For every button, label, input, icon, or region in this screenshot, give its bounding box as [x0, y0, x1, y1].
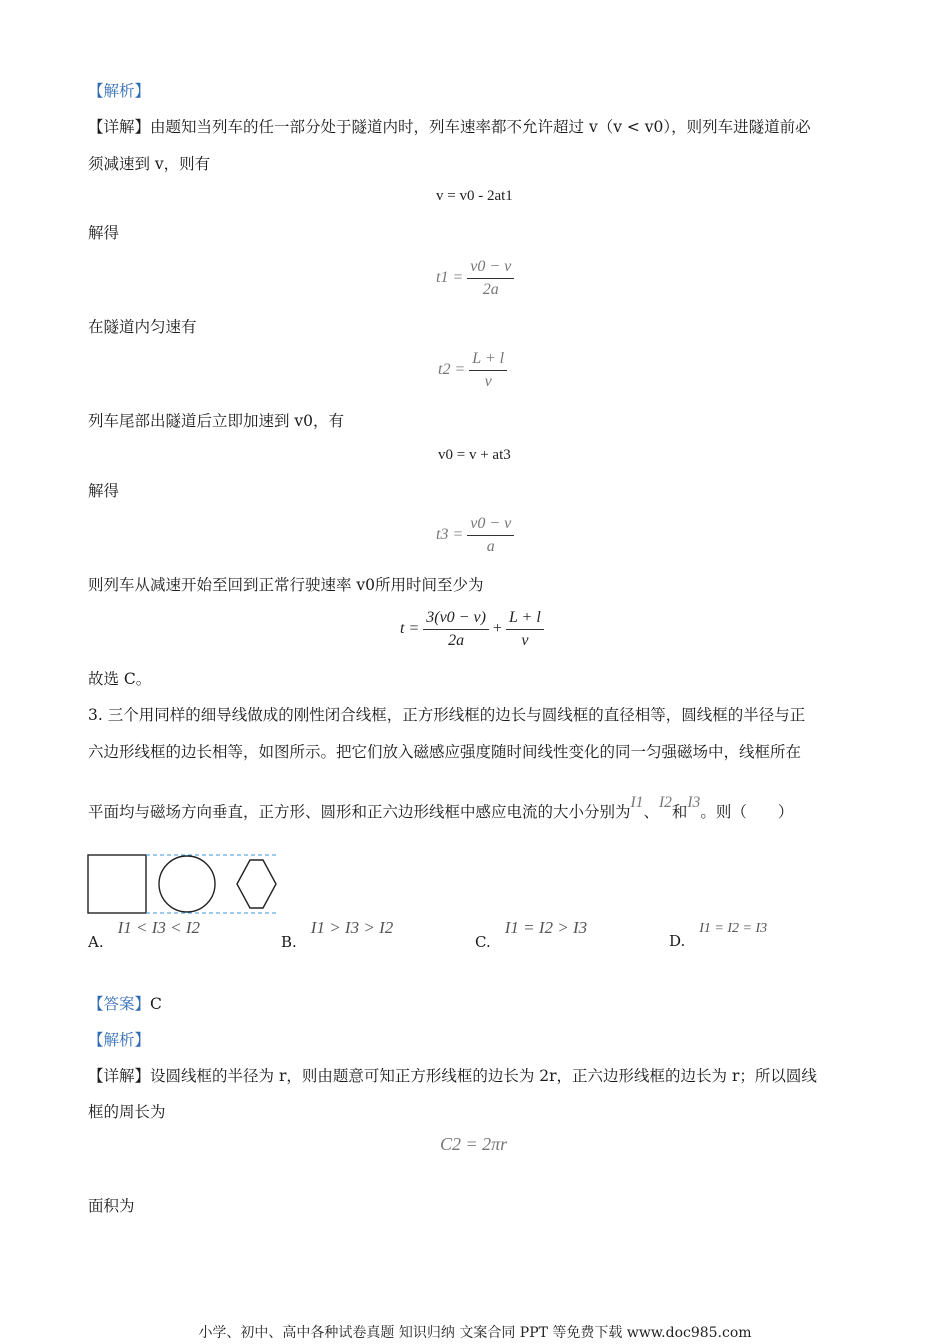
option-a[interactable]: A.I1 < I3 < I2 — [88, 918, 201, 951]
tail-text: 列车尾部出隧道后立即加速到 v0，有 — [88, 412, 345, 430]
conclusion: 故选 C。 — [88, 670, 152, 688]
answer-value: C — [150, 995, 162, 1013]
detail-paragraph-line1: 【详解】由题知当列车的任一部分处于隧道内时，列车速率都不允许超过 v（v < v0），则列车进隧道前必 — [88, 118, 811, 136]
solve-text-2: 解得 — [88, 482, 120, 500]
detail-paragraph-line2: 须减速到 v，则有 — [88, 155, 211, 173]
option-b[interactable]: B.I1 > I3 > I2 — [281, 918, 394, 951]
equation-5: t3 = $\frac{v0 - v}{a}$ — [436, 513, 514, 558]
uniform-text: 在隧道内匀速有 — [88, 318, 197, 336]
detail-label-2: 【详解】 — [88, 1067, 151, 1085]
equation-6: t = $\frac{3(v0 - v)}{2a}$ + $\frac{L + l}{v}$ — [400, 607, 544, 652]
frames-figure — [86, 852, 280, 916]
answer-line — [88, 993, 162, 1015]
analysis-label: 【解析】 — [88, 82, 151, 100]
circle-frame — [159, 856, 215, 912]
solve-text-1: 解得 — [88, 224, 120, 242]
equation-4: v0 = v + at3 — [438, 447, 511, 463]
hexagon-frame — [237, 860, 276, 908]
equation-7: C2 = 2πr — [440, 1134, 508, 1154]
detail-label: 【详解】 — [88, 118, 151, 136]
answer-label: 【答案】 — [88, 995, 151, 1013]
equation-3: t2 = $\frac{L + l}{v}$ — [438, 348, 507, 393]
detail-paragraph-2-line1: 【详解】设圆线框的半径为 r，则由题意可知正方形线框的边长为 2r，正六边形线框的边长为 r；所以圆线 — [88, 1067, 817, 1085]
total-time-text: 则列车从减速开始至回到正常行驶速率 v0所用时间至少为 — [88, 576, 484, 594]
question3-line3: 平面均与磁场方向垂直，正方形、圆形和正六边形线框中感应电流的大小分别为I1、I2和I3。则（ ） — [88, 794, 794, 821]
footer: 小学、初中、高中各种试卷真题 知识归纳 文案合同 PPT 等免费下载 www.doc985.com — [198, 1325, 752, 1341]
equation-2: t1 = $\frac{v0 - v}{2a}$ — [436, 256, 514, 301]
analysis-label-2: 【解析】 — [88, 1031, 151, 1049]
square-frame — [88, 855, 146, 913]
detail-paragraph-2-line2: 框的周长为 — [88, 1103, 166, 1121]
option-c[interactable]: C.I1 = I2 > I3 — [475, 918, 588, 951]
question3-line2: 六边形线框的边长相等，如图所示。把它们放入磁感应强度随时间线性变化的同一匀强磁场中，线框所在 — [88, 743, 802, 761]
option-d[interactable]: D.I1 = I2 = I3 — [669, 921, 768, 950]
question3-line1: 3. 三个用同样的细导线做成的刚性闭合线框，正方形线框的边长与圆线框的直径相等，圆线框的半径与正 — [88, 706, 806, 724]
equation-1: v = v0 - 2at1 — [436, 188, 513, 204]
area-text: 面积为 — [88, 1197, 135, 1215]
